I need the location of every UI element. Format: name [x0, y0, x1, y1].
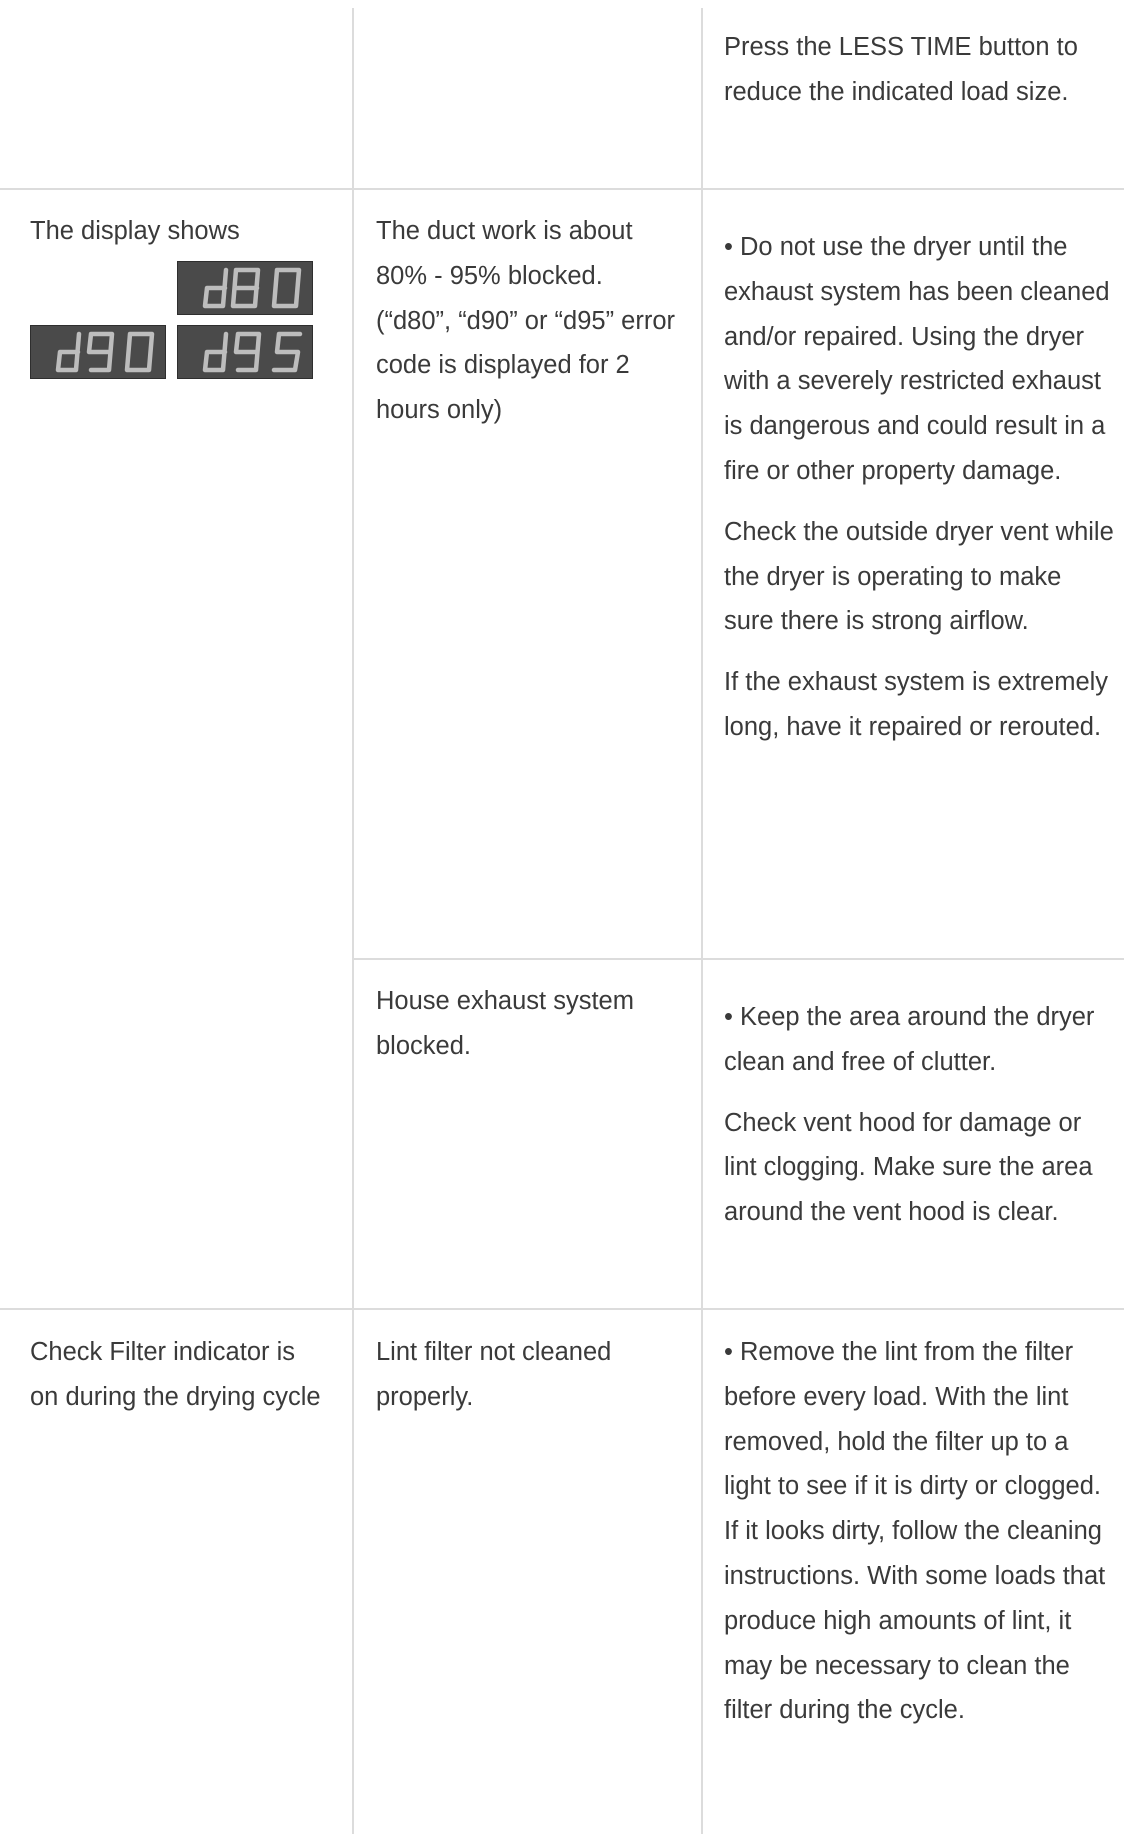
problem-text: Check Filter indicator is on during the drying cycle — [30, 1338, 321, 1411]
display-d80-image — [178, 262, 312, 314]
column-divider-2 — [701, 8, 703, 1834]
cause-text: Lint filter not cleaned properly. — [376, 1338, 612, 1411]
display-d90 — [30, 325, 166, 379]
problem-cell — [30, 1330, 330, 1420]
cause-cell — [376, 1330, 676, 1420]
row-divider-1 — [0, 188, 1124, 190]
solution-text: Press the LESS TIME button to reduce the indicated load size. — [724, 33, 1078, 106]
problem-cell — [30, 209, 330, 254]
solution-paragraph: Check vent hood for damage or lint clogging. Make sure the area around the vent hood is clear. — [724, 1108, 1093, 1227]
display-d90-image — [31, 326, 165, 378]
column-divider-1 — [352, 8, 354, 1834]
cause-text: The duct work is about 80% - 95% blocked. (“d80”, “d90” or “d95” error code is displayed for 2 hours only) — [376, 217, 676, 425]
solution-cell — [724, 225, 1116, 750]
row-divider-3 — [0, 1308, 1124, 1310]
display-d95 — [177, 325, 313, 379]
cause-cell — [376, 979, 676, 1069]
solution-paragraph: If the exhaust system is extremely long, have it repaired or rerouted. — [724, 668, 1109, 741]
display-d80 — [177, 261, 313, 315]
solution-cell — [724, 995, 1116, 1235]
row-divider-2 — [352, 958, 1124, 960]
solution-paragraph: Check the outside dryer vent while the dryer is operating to make sure there is strong airflow. — [724, 517, 1114, 636]
display-d95-image — [178, 326, 312, 378]
solution-paragraph: • Remove the lint from the filter before every load. With the lint removed, hold the filter up to a light to see if it is dirty or clogged. If it looks dirty, follow the cleaning instructions. With some loads that produce high amounts of lint, it may be necessary to clean the filter during the cycle. — [724, 1338, 1106, 1725]
cause-cell — [376, 209, 676, 433]
solution-paragraph: • Do not use the dryer until the exhaust system has been cleaned and/or repaired. Using the dryer with a severely restricted exhaust is dangerous and could result in a fire or other property damage. — [724, 233, 1110, 485]
solution-paragraph: • Keep the area around the dryer clean and free of clutter. — [724, 1003, 1095, 1076]
cause-text: House exhaust system blocked. — [376, 987, 634, 1060]
problem-text: The display shows — [30, 217, 240, 245]
solution-cell — [724, 1330, 1116, 1733]
solution-cell — [724, 25, 1116, 115]
